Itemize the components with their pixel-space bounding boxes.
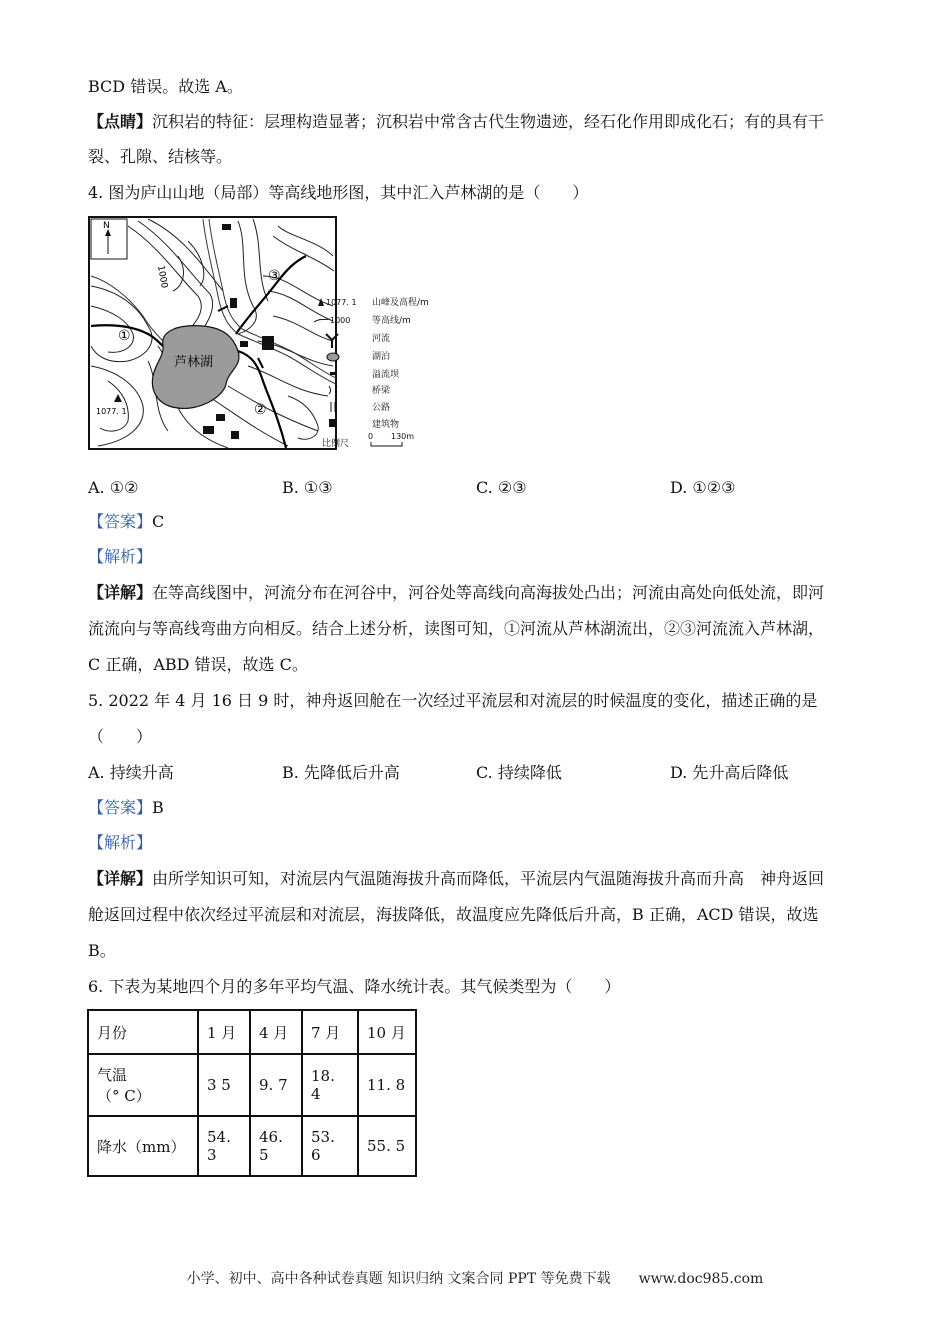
q4-answer-value: C [152, 512, 165, 531]
precip-apr-a: 46. [259, 1128, 283, 1146]
q5-answer [88, 797, 164, 819]
table-header-jan: 1 月 [198, 1010, 250, 1054]
legend-lake-icon [327, 353, 339, 361]
marker-1: ① [118, 328, 131, 344]
q4-stem: 4. 图为庐山山地（局部）等高线地形图，其中汇入芦林湖的是（ ） [88, 183, 589, 202]
climate-table [87, 1009, 417, 1177]
temp-label-a: 气温 [97, 1066, 128, 1084]
peak-label: 1077. 1 [96, 407, 127, 416]
tip-tag: 【点睛】 [88, 112, 153, 131]
legend-bridge: 桥梁 [372, 386, 391, 396]
page-footer: 小学、初中、高中各种试卷真题 知识归纳 文案合同 PPT 等免费下载 www.doc985.com [186, 1271, 764, 1287]
legend-building: 建筑物 [372, 420, 400, 430]
q5-option-a[interactable]: A. 持续升高 [88, 763, 174, 782]
q5-option-b[interactable]: B. 先降低后升高 [282, 763, 400, 782]
table-row [88, 1054, 416, 1116]
q4-answer-tag: 【答案】 [88, 512, 153, 531]
legend-road: 公路 [372, 403, 391, 413]
table-header-jul: 7 月 [302, 1010, 358, 1054]
q4-option-b[interactable]: B. ①③ [282, 478, 333, 497]
q4-detail-2: 流流向与等高线弯曲方向相反。结合上述分析，读图可知，①河流从芦林湖流出，②③河流流入芦林湖， [88, 619, 825, 638]
prev-answer-line: BCD 错误。故选 A。 [88, 77, 243, 96]
q5-answer-value: B [152, 798, 164, 817]
table-cell: 11. 8 [358, 1054, 416, 1116]
q6-stem: 6. 下表为某地四个月的多年平均气温、降水统计表。其气候类型为（ ） [88, 977, 621, 996]
north-arrow-icon [91, 219, 127, 259]
legend-building-icon [329, 419, 337, 427]
tip-line-2: 裂、孔隙、结核等。 [88, 147, 233, 166]
table-cell: 53. 6 [302, 1116, 358, 1176]
q4-detail-text-1: 在等高线图中，河流分布在河谷中，河谷处等高线向高海拔处凸出；河流由高处向低处流，即河 [152, 583, 825, 602]
table-row [88, 1116, 416, 1176]
legend-scale-bar [371, 442, 402, 446]
tip-line-1 [88, 111, 824, 133]
north-label: N [103, 221, 110, 231]
tip-text-1: 沉积岩的特征：层理构造显著；沉积岩中常含古代生物遗迹，经石化作用即成化石；有的具有干 [152, 112, 825, 131]
table-cell [250, 1116, 302, 1176]
q4-detail-3: C 正确，ABD 错误，故选 C。 [88, 655, 308, 674]
q4-detail-tag: 【详解】 [88, 583, 153, 602]
legend-contour: 等高线/m [372, 316, 411, 326]
q5-detail-1 [88, 868, 824, 890]
q4-analysis-tag: 【解析】 [88, 547, 153, 566]
q4-option-d[interactable]: D. ①②③ [670, 478, 736, 497]
q4-option-c[interactable]: C. ②③ [476, 478, 527, 497]
q5-answer-tag: 【答案】 [88, 798, 153, 817]
q5-detail-2: 舱返回过程中依次经过平流层和对流层，海拔降低，故温度应先降低后升高，B 正确，ACD 错误，故选 [88, 905, 819, 924]
q5-stem-2: （ ） [88, 727, 153, 746]
temp-label-b: （° C） [97, 1087, 151, 1105]
table-temp-label [88, 1054, 198, 1116]
table-cell: 55. 5 [358, 1116, 416, 1176]
q5-option-d[interactable]: D. 先升高后降低 [670, 763, 789, 782]
q5-detail-text-1: 由所学知识可知，对流层内气温随海拔升高而降低，平流层内气温随海拔升高而升高 神舟返回 [152, 869, 825, 888]
map-legend [314, 296, 429, 449]
q5-detail-tag: 【详解】 [88, 869, 153, 888]
legend-scale-length: 130m [391, 432, 415, 441]
legend-dam: 溢流坝 [372, 370, 400, 380]
q4-option-a[interactable]: A. ①② [88, 478, 139, 497]
marker-3: ③ [268, 268, 281, 284]
legend-peak: 山峰及高程/m [372, 298, 429, 308]
legend-scale: 比例尺 [322, 439, 350, 449]
contour-map [88, 216, 448, 452]
table-cell: 3 5 [198, 1054, 250, 1116]
contour-label: 1000 [155, 264, 169, 290]
lake-label: 芦林湖 [174, 355, 214, 370]
table-header-month: 月份 [88, 1010, 198, 1054]
table-cell: 9. 7 [250, 1054, 302, 1116]
marker-2: ② [254, 402, 267, 418]
q5-option-c[interactable]: C. 持续降低 [476, 763, 562, 782]
table-precip-label: 降水（mm） [88, 1116, 198, 1176]
precip-apr-b: 5 [259, 1146, 269, 1164]
table-row [88, 1010, 416, 1054]
q4-answer [88, 511, 164, 533]
table-cell: 54. 3 [198, 1116, 250, 1176]
table-cell: 18. 4 [302, 1054, 358, 1116]
legend-lake: 湖泊 [372, 352, 391, 362]
q4-detail-1 [88, 582, 824, 604]
table-header-apr: 4 月 [250, 1010, 302, 1054]
q5-detail-3: B。 [88, 941, 116, 960]
q5-stem-1: 5. 2022 年 4 月 16 日 9 时，神舟返回舱在一次经过平流层和对流层的时候温度的变化，描述正确的是 [88, 691, 818, 710]
legend-peak-value: 1077. 1 [326, 298, 357, 307]
legend-dam-icon [330, 372, 336, 375]
table-header-oct: 10 月 [358, 1010, 416, 1054]
legend-river: 河流 [372, 334, 391, 344]
q5-analysis-tag: 【解析】 [88, 833, 153, 852]
legend-scale-zero: 0 [368, 432, 374, 441]
legend-contour-value: 1000 [330, 316, 351, 325]
